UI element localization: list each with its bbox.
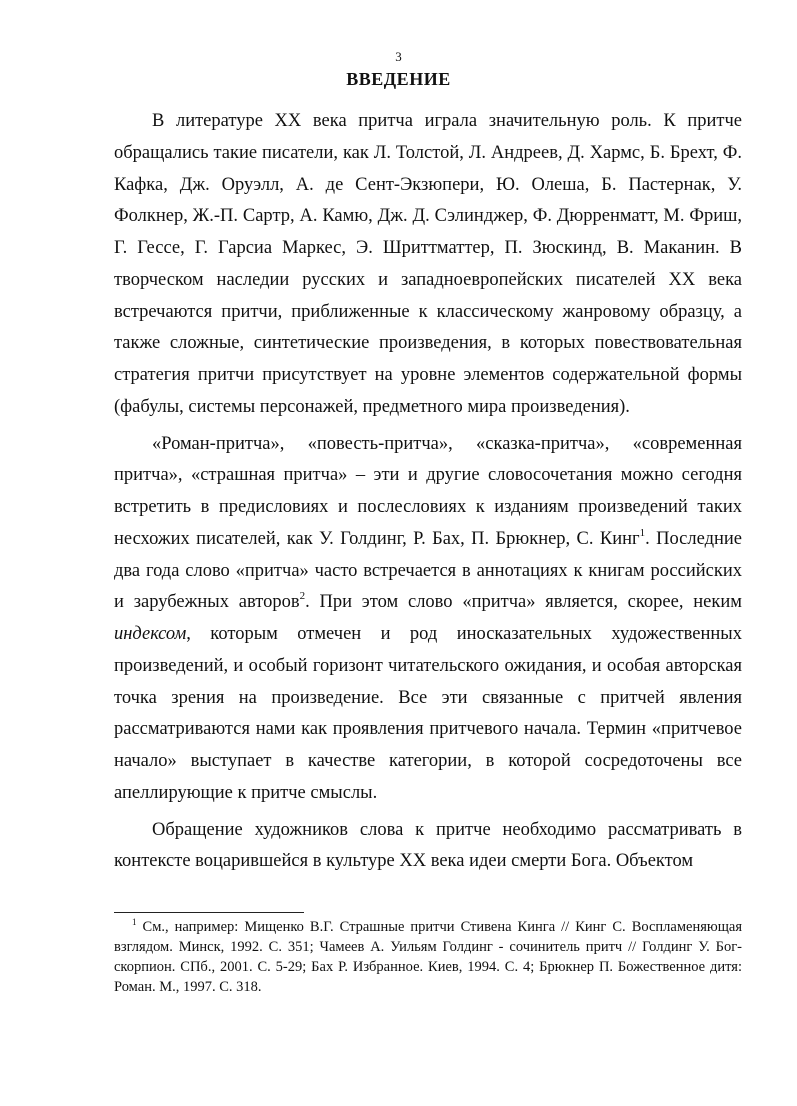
page-title: ВВЕДЕНИЕ	[346, 69, 451, 89]
footnote-ref-2: 2	[299, 590, 306, 603]
footnote-divider	[114, 912, 304, 913]
paragraph-2-part-4: , которым отмечен и род иносказательных художественных произведений, и особый горизонт читательского ожидания, и особая авторская точка зрения на произведение. Все эти связанные с притчей явления рассматриваются нами как проявления притчевого начала. Термин «притчевое начало» выступает в качестве категории, в которой сосредоточены все апеллирующие к притче смыслы.	[114, 624, 742, 803]
paragraph-2	[114, 429, 742, 810]
footnote-1-text: См., например: Мищенко В.Г. Страшные притчи Стивена Кинга // Кинг С. Воспламеняющая взглядом. Минск, 1992. С. 351; Чамеев А. Уильям Голдинг - сочинитель притч // Голдинг У. Бог-скорпион. СПб., 2001. С. 5-29; Бах Р. Избранное. Киев, 1994. С. 4; Брюкнер П. Божественное дитя: Роман. М., 1997. С. 318.	[114, 919, 742, 995]
paragraph-2-part-2: . Последние два года слово «притча» часто встречается в аннотациях к книгам российских и зарубежных авторов	[114, 528, 743, 613]
main-text	[114, 106, 742, 878]
paragraph-2-part-1: «Роман-притча», «повесть-притча», «сказка-притча», «современная притча», «страшная притча» – эти и другие словосочетания можно сегодня встретить в предисловиях и послесловиях к изданиям произведений таких несхожих писателей, как У. Голдинг, Р. Бах, П. Брюкнер, С. Кинг	[114, 433, 742, 549]
paragraph-1: В литературе XX века притча играла значительную роль. К притче обращались такие писатели, как Л. Толстой, Л. Андреев, Д. Хармс, Б. Брехт, Ф. Кафка, Дж. Оруэлл, А. де Сент-Экзюпери, Ю. Олеша, Б. Пастернак, У. Фолкнер, Ж.-П. Сартр, А. Камю, Дж. Д. Сэлинджер, Ф. Дюрренматт, М. Фриш, Г. Гессе, Г. Гарсиа Маркес, Э. Шриттматтер, П. Зюскинд, В. Маканин. В творческом наследии русских и западноевропейских писателей XX века встречаются притчи, приближенные к классическому жанровому образцу, а также сложные, синтетические произведения, в которых повествовательная стратегия притчи присутствует на уровне элементов содержательной формы (фабулы, системы персонажей, предметного мира произведения).	[114, 111, 742, 417]
paragraph-3: Обращение художников слова к притче необходимо рассматривать в контексте воцарившейся в культуре XX века идеи смерти Бога. Объектом	[114, 819, 742, 872]
footnote-ref-1: 1	[639, 526, 646, 539]
page-number: 3	[395, 49, 402, 64]
paragraph-2-part-3: . При этом слово «притча» является, скорее, неким	[305, 592, 742, 613]
footnote-1-marker: 1	[132, 917, 137, 927]
footnotes	[114, 917, 742, 997]
emphasis-term: индексом	[114, 624, 187, 644]
footnote-1	[114, 917, 742, 997]
